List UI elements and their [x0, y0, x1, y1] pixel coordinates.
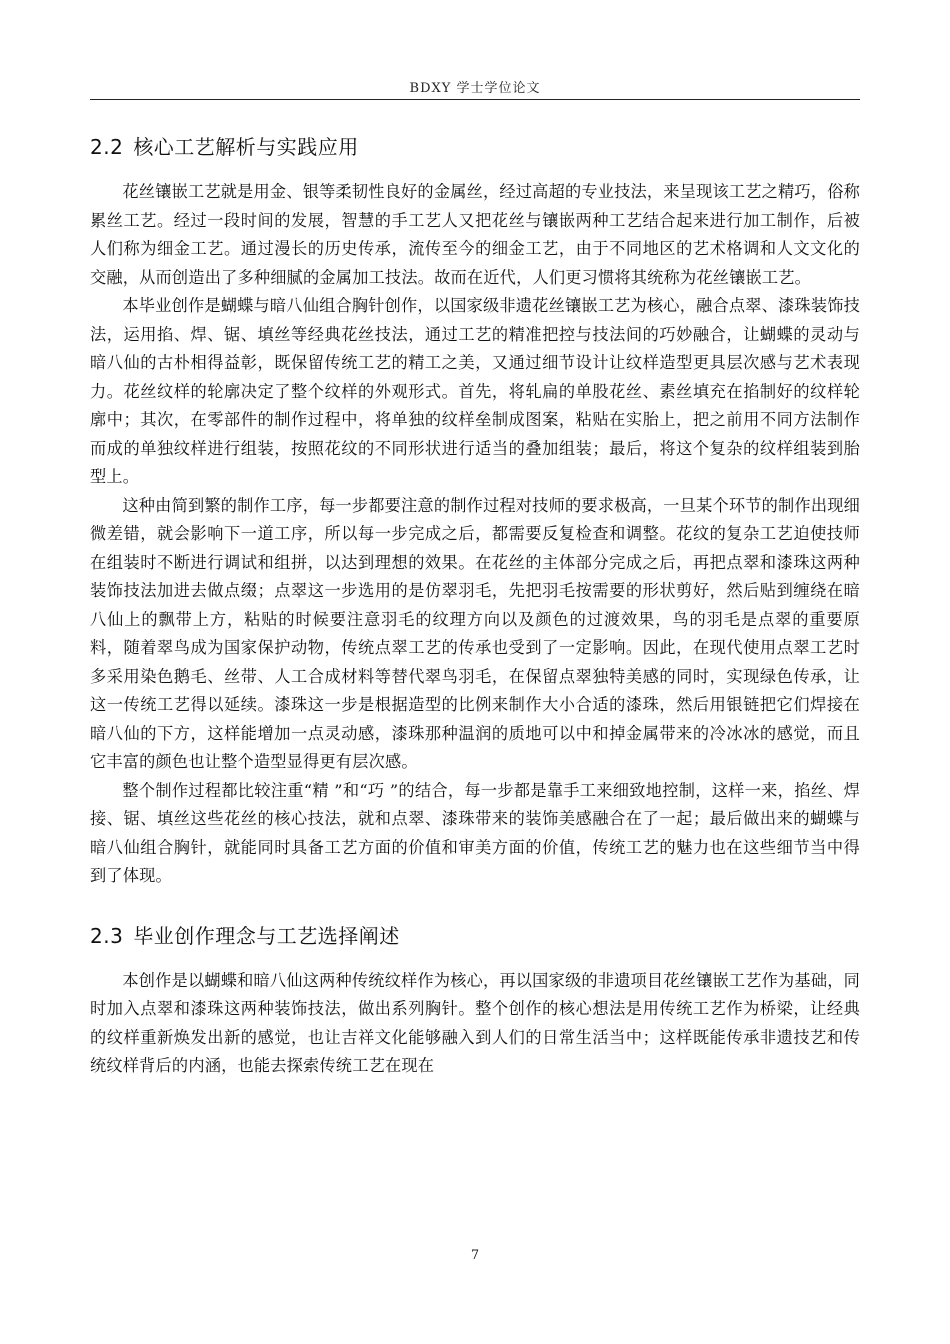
paragraph: 整个制作过程都比较注重“精 ”和“巧 ”的结合，每一步都是靠手工来细致地控制，这样一来，掐丝、焊接、锯、填丝这些花丝的核心技法，就和点翠、漆珠带来的装饰美感融合在了一起；最后做出来的蝴蝶与暗八仙组合胸针，就能同时具备工艺方面的价值和审美方面的价值，传统工艺的魅力也在这些细节当中得到了体现。 [90, 780, 860, 885]
page-body [90, 132, 860, 1081]
paragraph: 这种由简到繁的制作工序，每一步都要注意的制作过程对技师的要求极高，一旦某个环节的制作出现细微差错，就会影响下一道工序，所以每一步完成之后，都需要反复检查和调整。花纹的复杂工艺迫使技师在组装时不断进行调试和组拼，以达到理想的效果。在花丝的主体部分完成之后，再把点翠和漆珠这两种装饰技法加进去做点缀；点翠这一步选用的是仿翠羽毛，先把羽毛按需要的形状剪好，然后贴到缠绕在暗八仙上的飘带上方，粘贴的时候要注意羽毛的纹理方向以及颜色的过渡效果，鸟的羽毛是点翠的重要原料，随着翠鸟成为国家保护动物，传统点翠工艺的传承也受到了一定影响。因此，在现代使用点翠工艺时多采用染色鹅毛、丝带、人工合成材料等替代翠鸟羽毛，在保留点翠独特美感的同时，实现绿色传承，让这一传统工艺得以延续。漆珠这一步是根据造型的比例来制作大小合适的漆珠，然后用银链把它们焊接在暗八仙的下方，这样能增加一点灵动感，漆珠那种温润的质地可以中和掉金属带来的冷冰冰的感觉，而且它丰富的颜色也让整个造型显得更有层次感。 [90, 495, 860, 771]
page-number: 7 [470, 1248, 480, 1263]
section-title: 毕业创作理念与工艺选择阐述 [133, 923, 400, 948]
paragraph: 花丝镶嵌工艺就是用金、银等柔韧性良好的金属丝，经过高超的专业技法，来呈现该工艺之精巧，俗称累丝工艺。经过一段时间的发展，智慧的手工艺人又把花丝与镶嵌两种工艺结合起来进行加工制作，后被人们称为细金工艺。通过漫长的历史传承，流传至今的细金工艺，由于不同地区的艺术格调和人文文化的交融，从而创造出了多种细腻的金属加工技法。故而在近代，人们更习惯将其统称为花丝镶嵌工艺。 [90, 182, 860, 287]
paragraph: 本毕业创作是蝴蝶与暗八仙组合胸针创作，以国家级非遗花丝镶嵌工艺为核心，融合点翠、漆珠装饰技法，运用掐、焊、锯、填丝等经典花丝技法，通过工艺的精准把控与技法间的巧妙融合，让蝴蝶的灵动与暗八仙的古朴相得益彰，既保留传统工艺的精工之美，又通过细节设计让纹样造型更具层次感与艺术表现力。花丝纹样的轮廓决定了整个纹样的外观形式。首先，将轧扁的单股花丝、素丝填充在掐制好的纹样轮廓中；其次，在零部件的制作过程中，将单独的纹样垒制成图案，粘贴在实胎上，把之前用不同方法制作而成的单独纹样进行组装，按照花纹的不同形状进行适当的叠加组装；最后，将这个复杂的纹样组装到胎型上。 [90, 296, 860, 486]
section-title: 核心工艺解析与实践应用 [133, 135, 359, 159]
section-gap [90, 891, 860, 921]
running-header: BDXY 学士学位论文 [409, 81, 541, 96]
section-heading-2-2 [90, 132, 860, 162]
header-rule [90, 99, 860, 100]
paragraph: 本创作是以蝴蝶和暗八仙这两种传统纹样作为核心，再以国家级的非遗项目花丝镶嵌工艺作为基础，同时加入点翠和漆珠这两种装饰技法，做出系列胸针。整个创作的核心想法是用传统工艺作为桥梁，让经典的纹样重新焕发出新的感觉，也让吉祥文化能够融入到人们的日常生活当中；这样既能传承非遗技艺和传统纹样背后的内涵，也能去探索传统工艺在现在 [90, 970, 860, 1075]
section-heading-2-3 [90, 921, 860, 951]
section-number: 2.2 [90, 135, 124, 159]
section-number: 2.3 [90, 923, 124, 948]
